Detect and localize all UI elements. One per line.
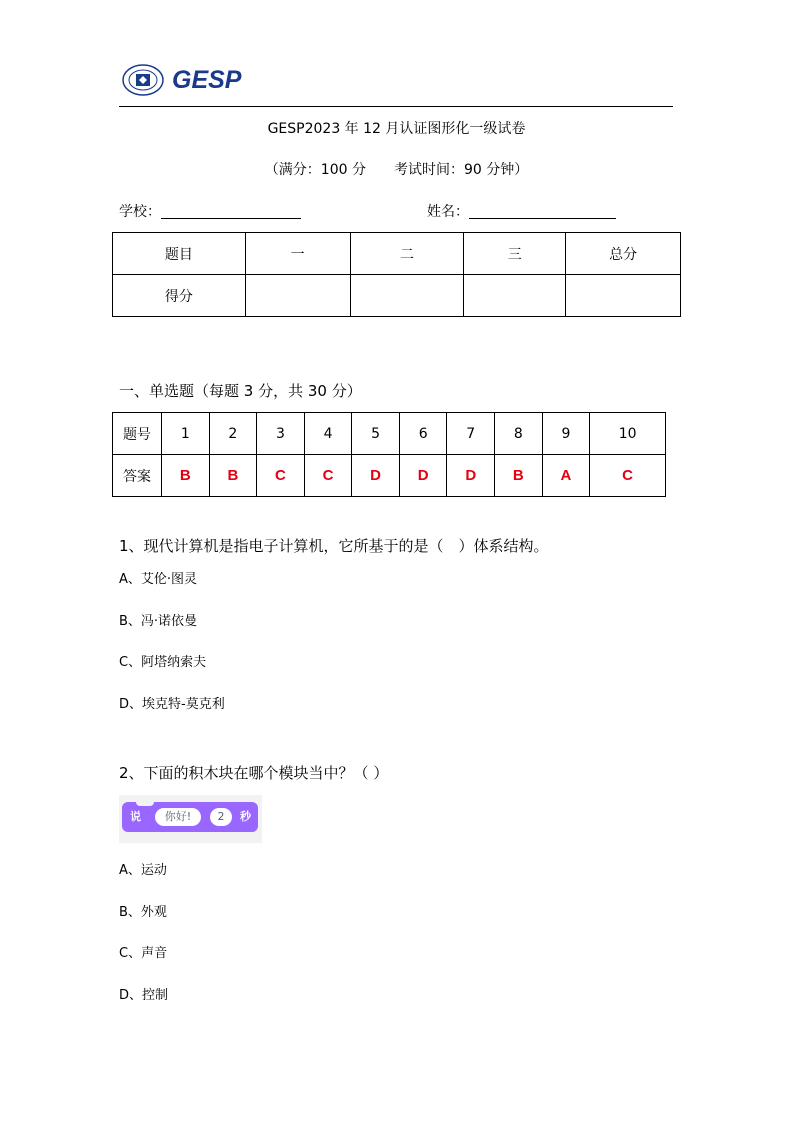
block-message-input: 你好! bbox=[155, 808, 201, 826]
q1-option-a: A、艾伦·图灵 bbox=[119, 572, 198, 587]
score-cell[interactable] bbox=[566, 275, 681, 317]
answer-cell: C bbox=[304, 455, 352, 497]
q2-option-d: D、控制 bbox=[119, 988, 169, 1003]
question-2-text: 2、下面的积木块在哪个模块当中？（ ） bbox=[119, 764, 389, 782]
score-table bbox=[112, 232, 681, 317]
score-header-row bbox=[113, 233, 681, 275]
school-label: 学校： bbox=[119, 204, 161, 220]
q1-option-c: C、阿塔纳索夫 bbox=[119, 655, 207, 670]
block-say-label: 说 bbox=[130, 810, 141, 823]
question-number: 8 bbox=[495, 413, 543, 455]
question-number: 4 bbox=[304, 413, 352, 455]
q2-option-a: A、运动 bbox=[119, 863, 167, 878]
exam-time: 考试时间：90 分钟） bbox=[393, 162, 529, 178]
answer-cell: B bbox=[495, 455, 543, 497]
score-header-cell: 总分 bbox=[566, 233, 681, 275]
number-row-label: 题号 bbox=[113, 413, 162, 455]
score-cell[interactable] bbox=[464, 275, 566, 317]
score-cell[interactable] bbox=[245, 275, 350, 317]
answer-cell: C bbox=[257, 455, 305, 497]
score-header-cell: 一 bbox=[245, 233, 350, 275]
question-number: 5 bbox=[352, 413, 400, 455]
block-notch bbox=[136, 802, 154, 806]
ccf-seal-logo bbox=[122, 64, 164, 96]
gesp-logo: GESP bbox=[172, 66, 242, 94]
name-label: 姓名： bbox=[427, 204, 469, 220]
answer-cell: A bbox=[542, 455, 590, 497]
question-number: 2 bbox=[209, 413, 257, 455]
block-seconds-unit: 秒 bbox=[240, 810, 251, 823]
answer-row bbox=[113, 455, 666, 497]
section-heading: 一、单选题（每题 3 分，共 30 分） bbox=[119, 382, 362, 400]
q2-option-c: C、声音 bbox=[119, 946, 168, 961]
answer-cell: B bbox=[162, 455, 210, 497]
q1-option-d: D、埃克特-莫克利 bbox=[119, 697, 225, 712]
answer-number-row bbox=[113, 413, 666, 455]
question-number: 6 bbox=[399, 413, 447, 455]
q1-option-b: B、冯·诺依曼 bbox=[119, 614, 198, 629]
question-number: 1 bbox=[162, 413, 210, 455]
answer-cell: B bbox=[209, 455, 257, 497]
question-number: 10 bbox=[590, 413, 666, 455]
score-cell[interactable] bbox=[350, 275, 464, 317]
score-header-cell: 二 bbox=[350, 233, 464, 275]
score-row-label: 得分 bbox=[113, 275, 246, 317]
scratch-say-block-image bbox=[119, 795, 262, 843]
block-seconds-input: 2 bbox=[210, 808, 232, 826]
question-1-text: 1、现代计算机是指电子计算机，它所基于的是（ ）体系结构。 bbox=[119, 537, 549, 555]
full-score: （满分：100 分 bbox=[264, 162, 366, 178]
score-header-cell: 三 bbox=[464, 233, 566, 275]
score-row bbox=[113, 275, 681, 317]
question-number: 7 bbox=[447, 413, 495, 455]
header-rule bbox=[119, 106, 673, 107]
score-header-cell: 题目 bbox=[113, 233, 246, 275]
answer-cell: D bbox=[447, 455, 495, 497]
exam-subtitle bbox=[0, 160, 793, 180]
answer-table bbox=[112, 412, 666, 497]
answer-row-label: 答案 bbox=[113, 455, 162, 497]
answer-cell: D bbox=[399, 455, 447, 497]
school-field[interactable] bbox=[161, 218, 301, 219]
answer-cell: C bbox=[590, 455, 666, 497]
scratch-say-block bbox=[122, 802, 258, 832]
question-number: 3 bbox=[257, 413, 305, 455]
exam-title: GESP2023 年 12 月认证图形化一级试卷 bbox=[267, 121, 526, 137]
question-number: 9 bbox=[542, 413, 590, 455]
answer-cell: D bbox=[352, 455, 400, 497]
name-field[interactable] bbox=[469, 218, 616, 219]
q2-option-b: B、外观 bbox=[119, 905, 167, 920]
